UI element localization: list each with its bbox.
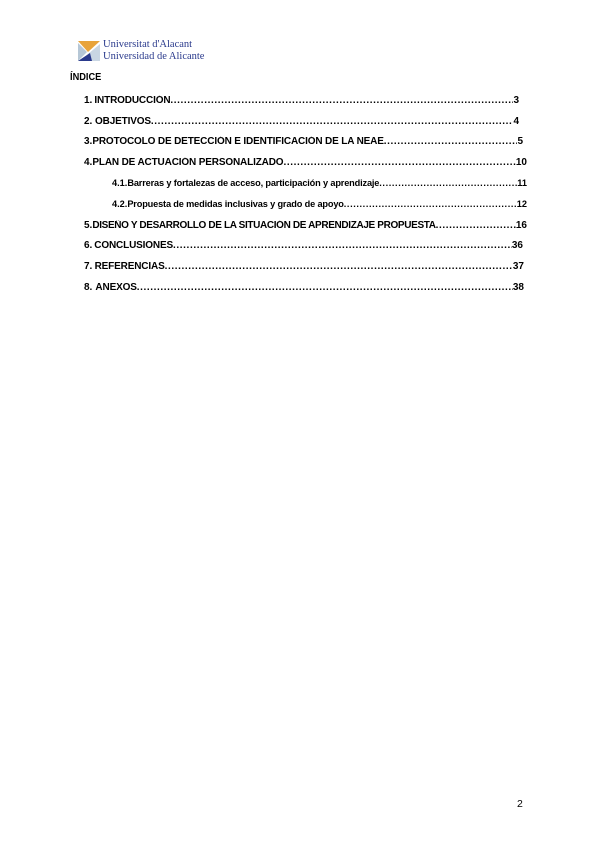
toc-entry[interactable] [84,95,519,108]
toc-entry-number: 3. [84,136,93,147]
toc-entry[interactable] [84,136,523,149]
logo-line-2: Universidad de Alicante [103,50,205,62]
toc-entry-title: Barreras y fortalezas de acceso, participación y aprendizaje [127,178,380,188]
toc-entry-title: Propuesta de medidas inclusivas y grado de apoyo [127,199,344,209]
toc-entry-number: 4.1. [112,178,128,188]
toc-entry-title: DISEÑO Y DESARROLLO DE LA SITUACIÓN DE APRENDIZAJE PROPUESTA [92,220,436,231]
university-logo [78,39,218,65]
toc-entry[interactable] [84,240,523,253]
toc-leader-dots [436,220,516,231]
toc-entry-page: 36 [511,240,523,251]
toc-entry[interactable] [84,157,527,170]
toc-leader-dots [344,199,517,209]
toc-entry-page: 5 [517,136,523,147]
toc-entry[interactable] [84,116,519,129]
toc-entry-number: 6. [84,240,93,251]
toc-entry-page: 37 [512,261,524,272]
toc-entry-title: CONCLUSIONES [94,240,174,251]
toc-entry-number: 2. [84,116,93,127]
toc-entry-page: 11 [517,178,527,188]
toc-entry-title: PLAN DE ACTUACIÓN PERSONALIZADO [92,157,284,168]
toc-leader-dots [137,282,513,293]
toc-entry-number: 4.2. [112,199,128,209]
toc-entry-number: 7. [84,261,93,272]
toc-entry[interactable] [84,261,524,274]
toc-entry-page: 3 [513,95,519,106]
toc-entry[interactable] [84,282,524,295]
toc-entry-number: 4. [84,157,93,168]
toc-leader-dots [170,95,513,106]
toc-entry[interactable] [84,220,527,233]
toc-entry-number: 1. [84,95,93,106]
toc-leader-dots [379,178,517,188]
university-emblem-icon [78,39,100,63]
toc-entry-page: 4 [513,116,519,127]
toc-leader-dots [384,136,518,147]
toc-leader-dots [151,116,514,127]
logo-line-1: Universitat d'Alacant [103,39,193,50]
toc-entry-number: 8. [84,282,93,293]
university-name [103,39,204,62]
toc-entry-page: 38 [512,282,524,293]
toc-entry-number: 5. [84,220,93,231]
toc-leader-dots [283,157,515,168]
page-number: 2 [517,798,523,810]
toc-entry-page: 10 [515,157,527,168]
toc-leader-dots [173,240,512,251]
toc-entry-title: OBJETIVOS [95,116,151,127]
toc-entry-page: 16 [515,220,527,231]
toc-entry-title: REFERENCIAS [94,261,165,272]
toc-subentry[interactable] [112,199,527,212]
toc-entry-page: 12 [516,199,527,209]
toc-entry-title: PROTOCOLO DE DETECCIÓN E IDENTIFICACIÓN DE LA NEAE [92,136,384,147]
index-title: ÍNDICE [70,71,102,83]
toc-leader-dots [165,261,513,272]
toc-subentry[interactable] [112,178,527,191]
toc-entry-title: INTRODUCCIÓN [94,95,171,106]
toc-entry-title: ANEXOS [95,282,137,293]
